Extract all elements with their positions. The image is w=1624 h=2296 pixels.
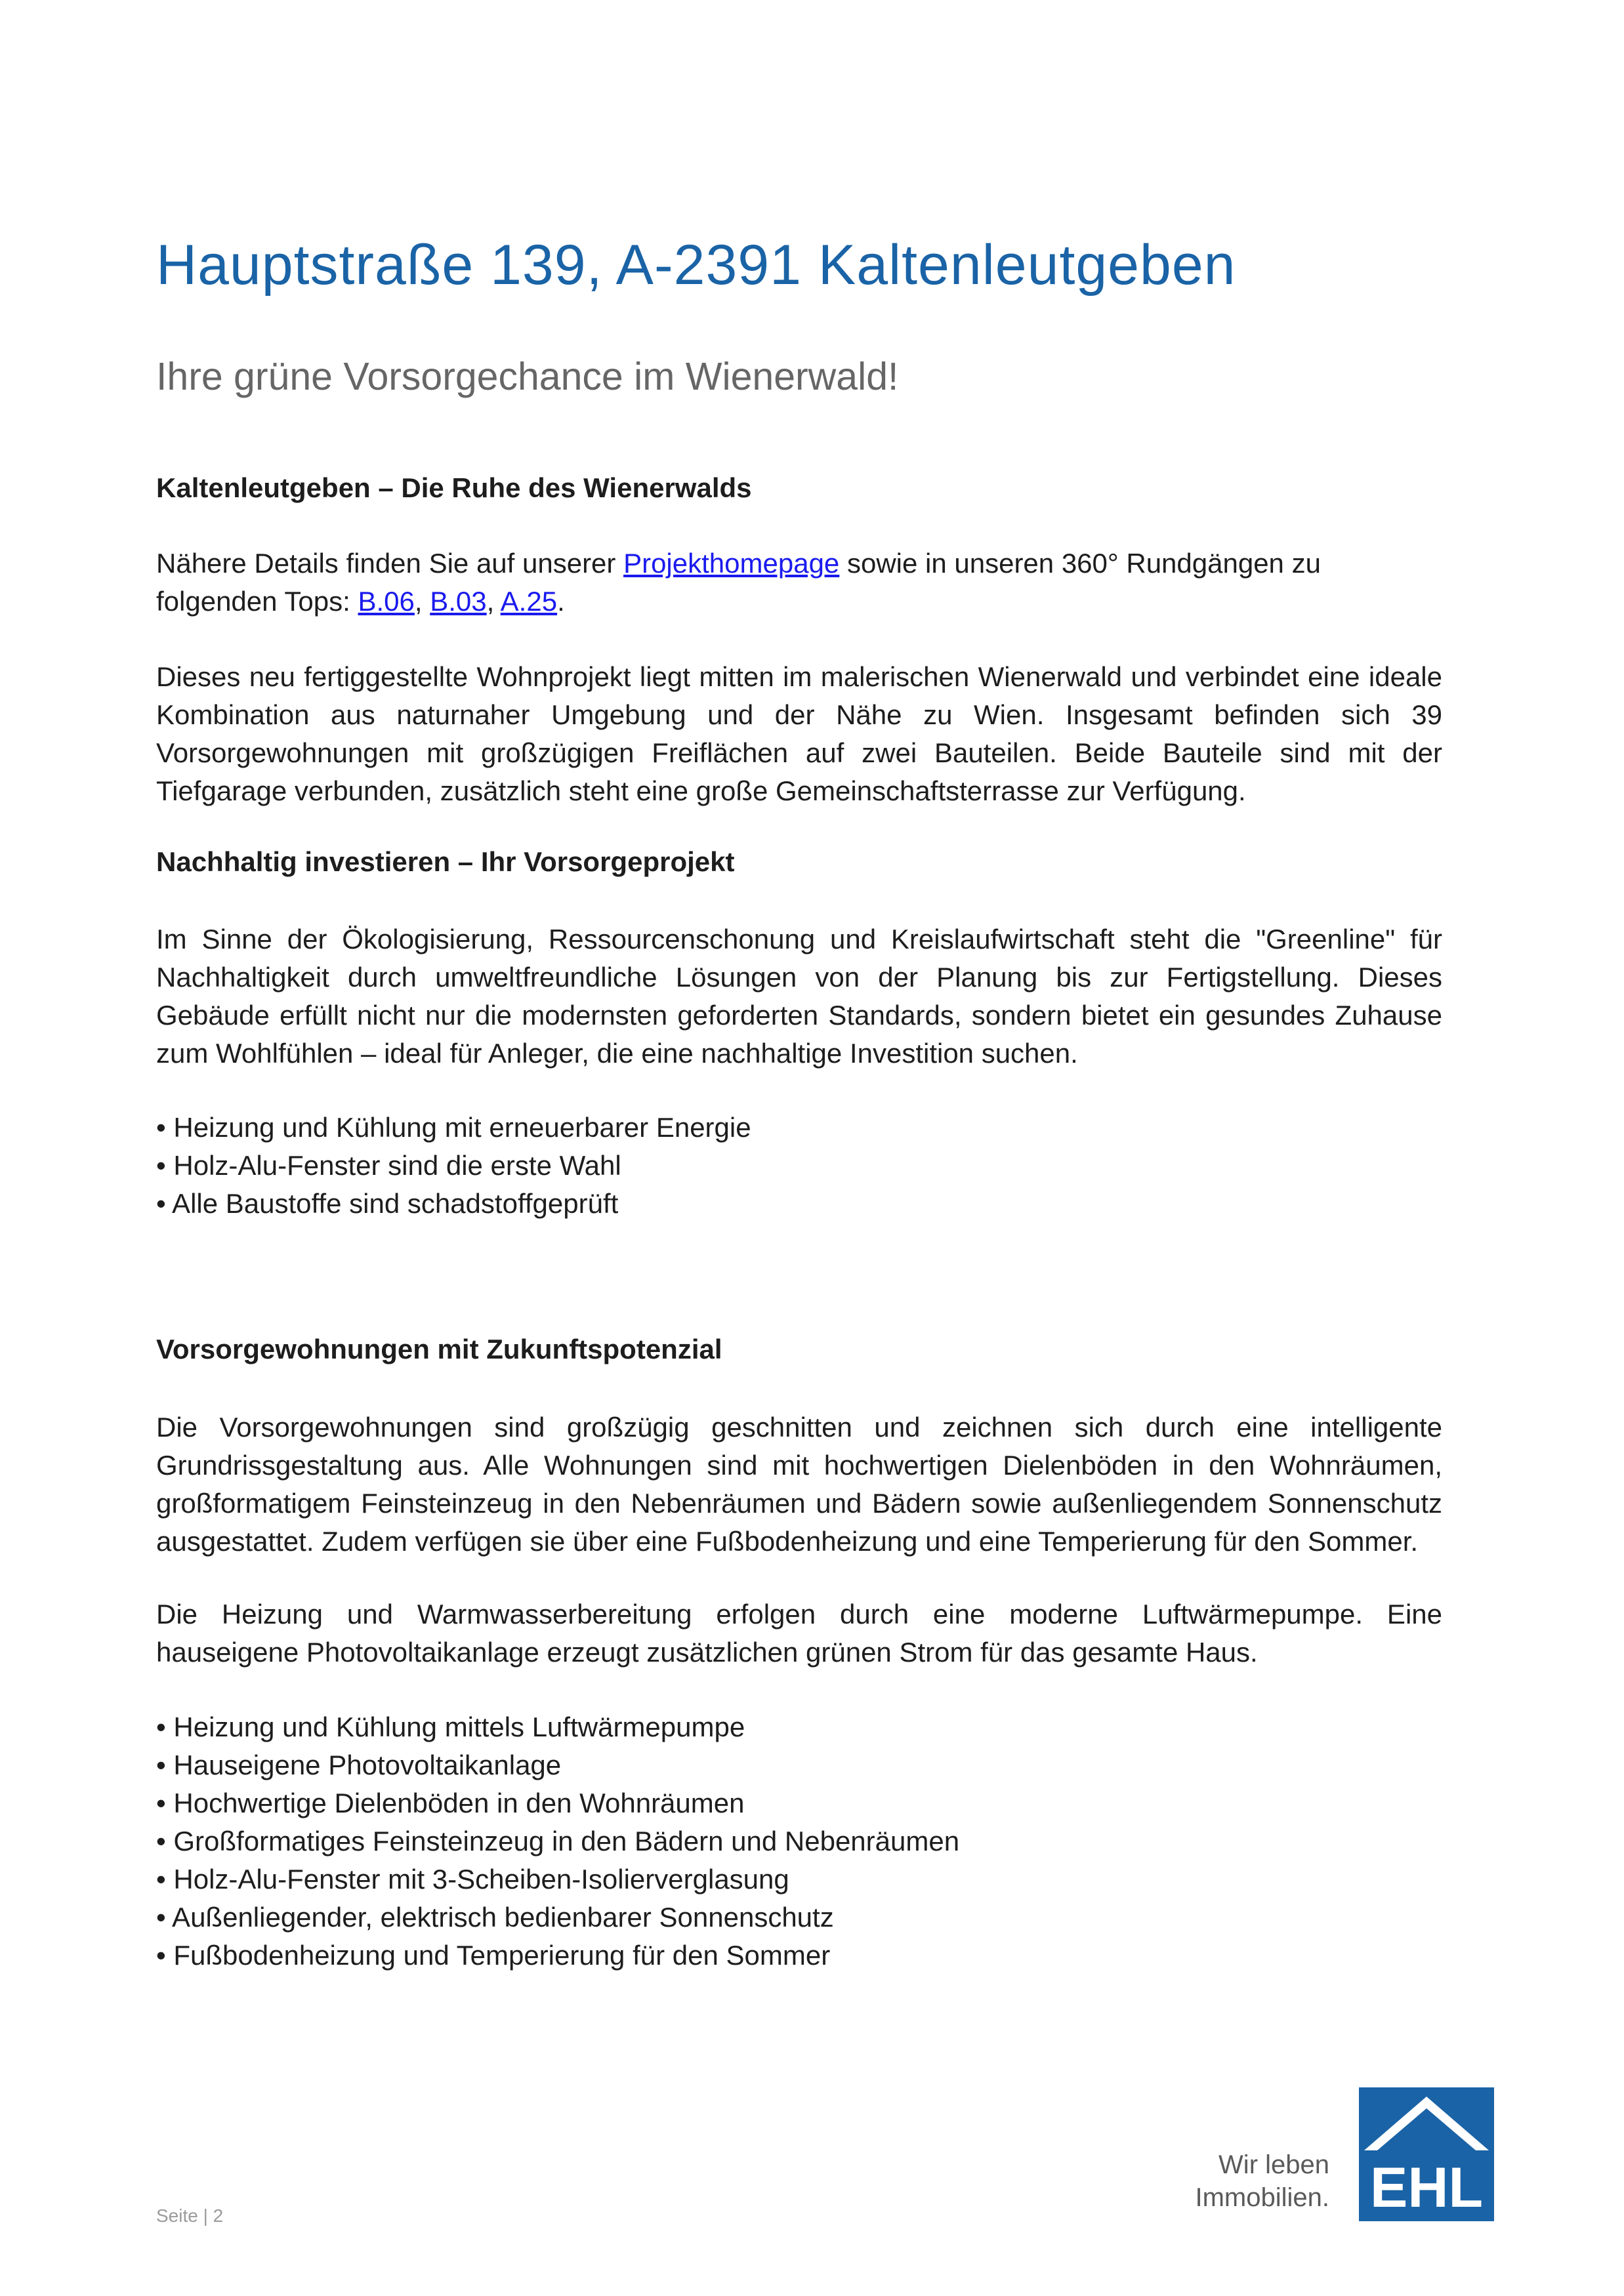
section-heading-ruhe: Kaltenleutgeben – Die Ruhe des Wienerwalds [156,472,752,503]
list-item: • Außenliegender, elektrisch bedienbarer Sonnenschutz [156,1902,834,1933]
list-item: • Holz-Alu-Fenster mit 3-Scheiben-Isolierverglasung [156,1864,789,1895]
sustainability-paragraph: Im Sinne der Ökologisierung, Ressourcenschonung und Kreislaufwirtschaft steht die "Greenline" für Nachhaltigkeit durch umweltfreundliche Lösungen von der Planung bis zur Fertigstellung. Dieses Gebäude erfüllt nicht nur die modernsten geforderten Standards, sondern bietet ein gesundes Zuhause zum Wohlfühlen – ideal für Anleger, die eine nachhaltige Investition suchen. [156,924,1442,1069]
page-title: Hauptstraße 139, A-2391 Kaltenleutgeben [156,234,1236,297]
projekthomepage-link[interactable]: Projekthomepage [623,548,840,579]
link-separator: , [414,586,430,617]
page-number: Seite | 2 [156,2205,224,2226]
sustainability-list [156,1109,751,1223]
intro-end: . [557,586,565,617]
list-item: • Fußbodenheizung und Temperierung für den Sommer [156,1940,831,1971]
intro-paragraph [156,544,1442,621]
heating-paragraph: Die Heizung und Warmwasserbereitung erfolgen durch eine moderne Luftwärmepumpe. Eine hauseigene Photovoltaikanlage erzeugt zusätzlichen grünen Strom für das gesamte Haus. [156,1599,1442,1668]
page-subtitle: Ihre grüne Vorsorgechance im Wienerwald! [156,355,899,398]
section-heading-zukunft: Vorsorgewohnungen mit Zukunftspotenzial [156,1334,722,1364]
intro-text-after: sowie in unseren 360° Rundgängen zu folgenden Tops: [156,548,1321,617]
link-separator: , [486,586,501,617]
tour-link-b03[interactable]: B.03 [430,586,487,617]
section-heading-nachhaltig: Nachhaltig investieren – Ihr Vorsorgeprojekt [156,846,735,877]
company-slogan [1195,2148,1329,2214]
tour-link-b06[interactable]: B.06 [358,586,415,617]
intro-text-before: Nähere Details finden Sie auf unserer [156,548,624,579]
ehl-logo [1359,2087,1494,2221]
list-item: • Hauseigene Photovoltaikanlage [156,1750,562,1780]
list-item: • Holz-Alu-Fenster sind die erste Wahl [156,1150,621,1181]
list-item: • Großformatiges Feinsteinzeug in den Bädern und Nebenräumen [156,1826,960,1856]
apartments-paragraph: Die Vorsorgewohnungen sind großzügig geschnitten und zeichnen sich durch eine intelligente Grundrissgestaltung aus. Alle Wohnungen sind mit hochwertigen Dielenböden in den Wohnräumen, großformatigem Feinsteinzeug in den Nebenräumen und Bädern sowie außenliegendem Sonnenschutz ausgestattet. Zudem verfügen sie über eine Fußbodenheizung und eine Temperierung für den Sommer. [156,1412,1442,1557]
list-item: • Hochwertige Dielenböden in den Wohnräumen [156,1788,745,1818]
logo-text: EHL [1370,2156,1483,2219]
list-item: • Heizung und Kühlung mittels Luftwärmepumpe [156,1712,745,1742]
list-item: • Heizung und Kühlung mit erneuerbarer Energie [156,1112,751,1143]
list-item: • Alle Baustoffe sind schadstoffgeprüft [156,1188,619,1219]
tour-link-a25[interactable]: A.25 [500,586,558,617]
slogan-line: Wir leben [1218,2150,1329,2179]
slogan-line: Immobilien. [1195,2183,1329,2212]
features-list [156,1708,959,1975]
project-description: Dieses neu fertiggestellte Wohnprojekt liegt mitten im malerischen Wienerwald und verbindet eine ideale Kombination aus naturnaher Umgebung und der Nähe zu Wien. Insgesamt befinden sich 39 Vorsorgewohnungen mit großzügigen Freiflächen auf zwei Bauteilen. Beide Bauteile sind mit der Tiefgarage verbunden, zusätzlich steht eine große Gemeinschaftsterrasse zur Verfügung. [156,661,1442,806]
